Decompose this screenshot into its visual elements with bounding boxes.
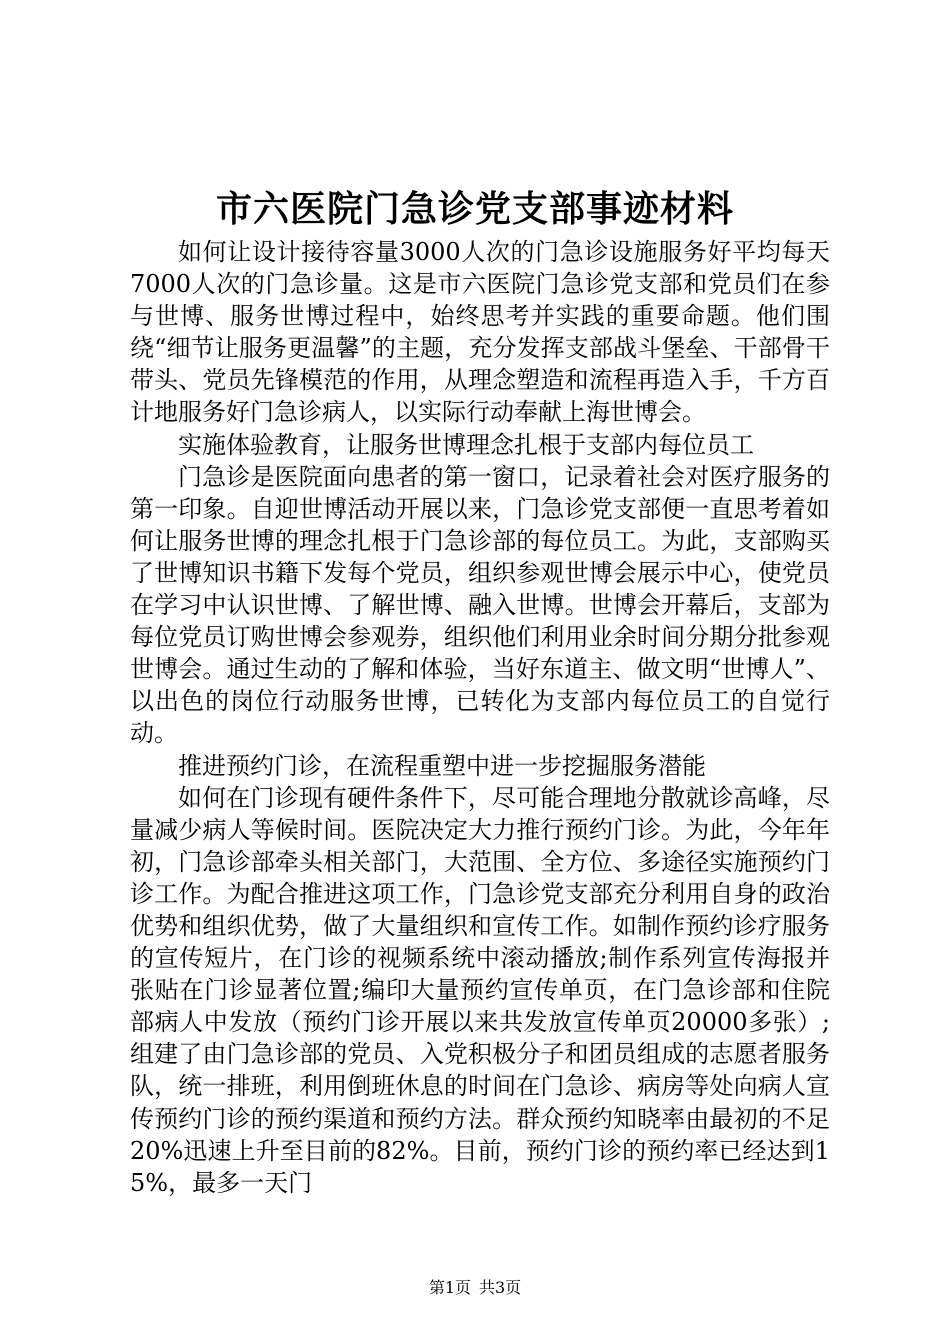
page-footer xyxy=(0,1278,950,1298)
paragraph-experience-education: 门急诊是医院面向患者的第一窗口，记录着社会对医疗服务的第一印象。自迎世博活动开展以来，门急诊党支部便一直思考着如何让服务世博的理念扎根于门急诊部的每位员工。为此，支部购买了世博知识书籍下发每个党员，组织参观世博会展示中心，使党员在学习中认识世博、了解世博、融入世博。世博会开幕后，支部为每位党员订购世博会参观券，组织他们利用业余时间分期分批参观世博会。通过生动的了解和体验，当好东道主、做文明“世博人”、以出色的岗位行动服务世博，已转化为支部内每位员工的自觉行动。 xyxy=(130,462,830,748)
section-heading-appointment-clinic: 推进预约门诊，在流程重塑中进一步挖掘服务潜能 xyxy=(178,751,706,780)
document-title: 市六医院门急诊党支部事迹材料 xyxy=(215,188,734,230)
page-number: 第1页 xyxy=(428,1278,471,1297)
paragraph-intro: 如何让设计接待容量3000人次的门急诊设施服务好平均每天7000人次的门急诊量。这是市六医院门急诊党支部和党员们在参与世博、服务世博过程中，始终思考并实践的重要命题。他们围绕“细节让服务更温馨”的主题，充分发挥支部战斗堡垒、干部骨干带头、党员先锋模范的作用，从理念塑造和流程再造入手，千方百计地服务好门急诊病人，以实际行动奉献上海世博会。 xyxy=(130,238,830,427)
page-total: 共3页 xyxy=(479,1278,522,1297)
section-heading-experience-education: 实施体验教育，让服务世博理念扎根于支部内每位员工 xyxy=(178,430,754,459)
document-body xyxy=(130,236,830,1199)
paragraph-appointment-clinic: 如何在门诊现有硬件条件下，尽可能合理地分散就诊高峰，尽量减少病人等候时间。医院决定大力推行预约门诊。为此，今年年初，门急诊部牵头相关部门，大范围、全方位、多途径实施预约门诊工作。为配合推进这项工作，门急诊党支部充分利用自身的政治优势和组织优势，做了大量组织和宣传工作。如制作预约诊疗服务的宣传短片，在门诊的视频系统中滚动播放;制作系列宣传海报并张贴在门诊显著位置;编印大量预约宣传单页，在门急诊部和住院部病人中发放（预约门诊开展以来共发放宣传单页20000多张）;组建了由门急诊部的党员、入党积极分子和团员组成的志愿者服务队，统一排班，利用倒班休息的时间在门急诊、病房等处向病人宣传预约门诊的预约渠道和预约方法。群众预约知晓率由最初的不足20%迅速上升至目前的82%。目前，预约门诊的预约率已经达到15%，最多一天门 xyxy=(130,783,830,1197)
